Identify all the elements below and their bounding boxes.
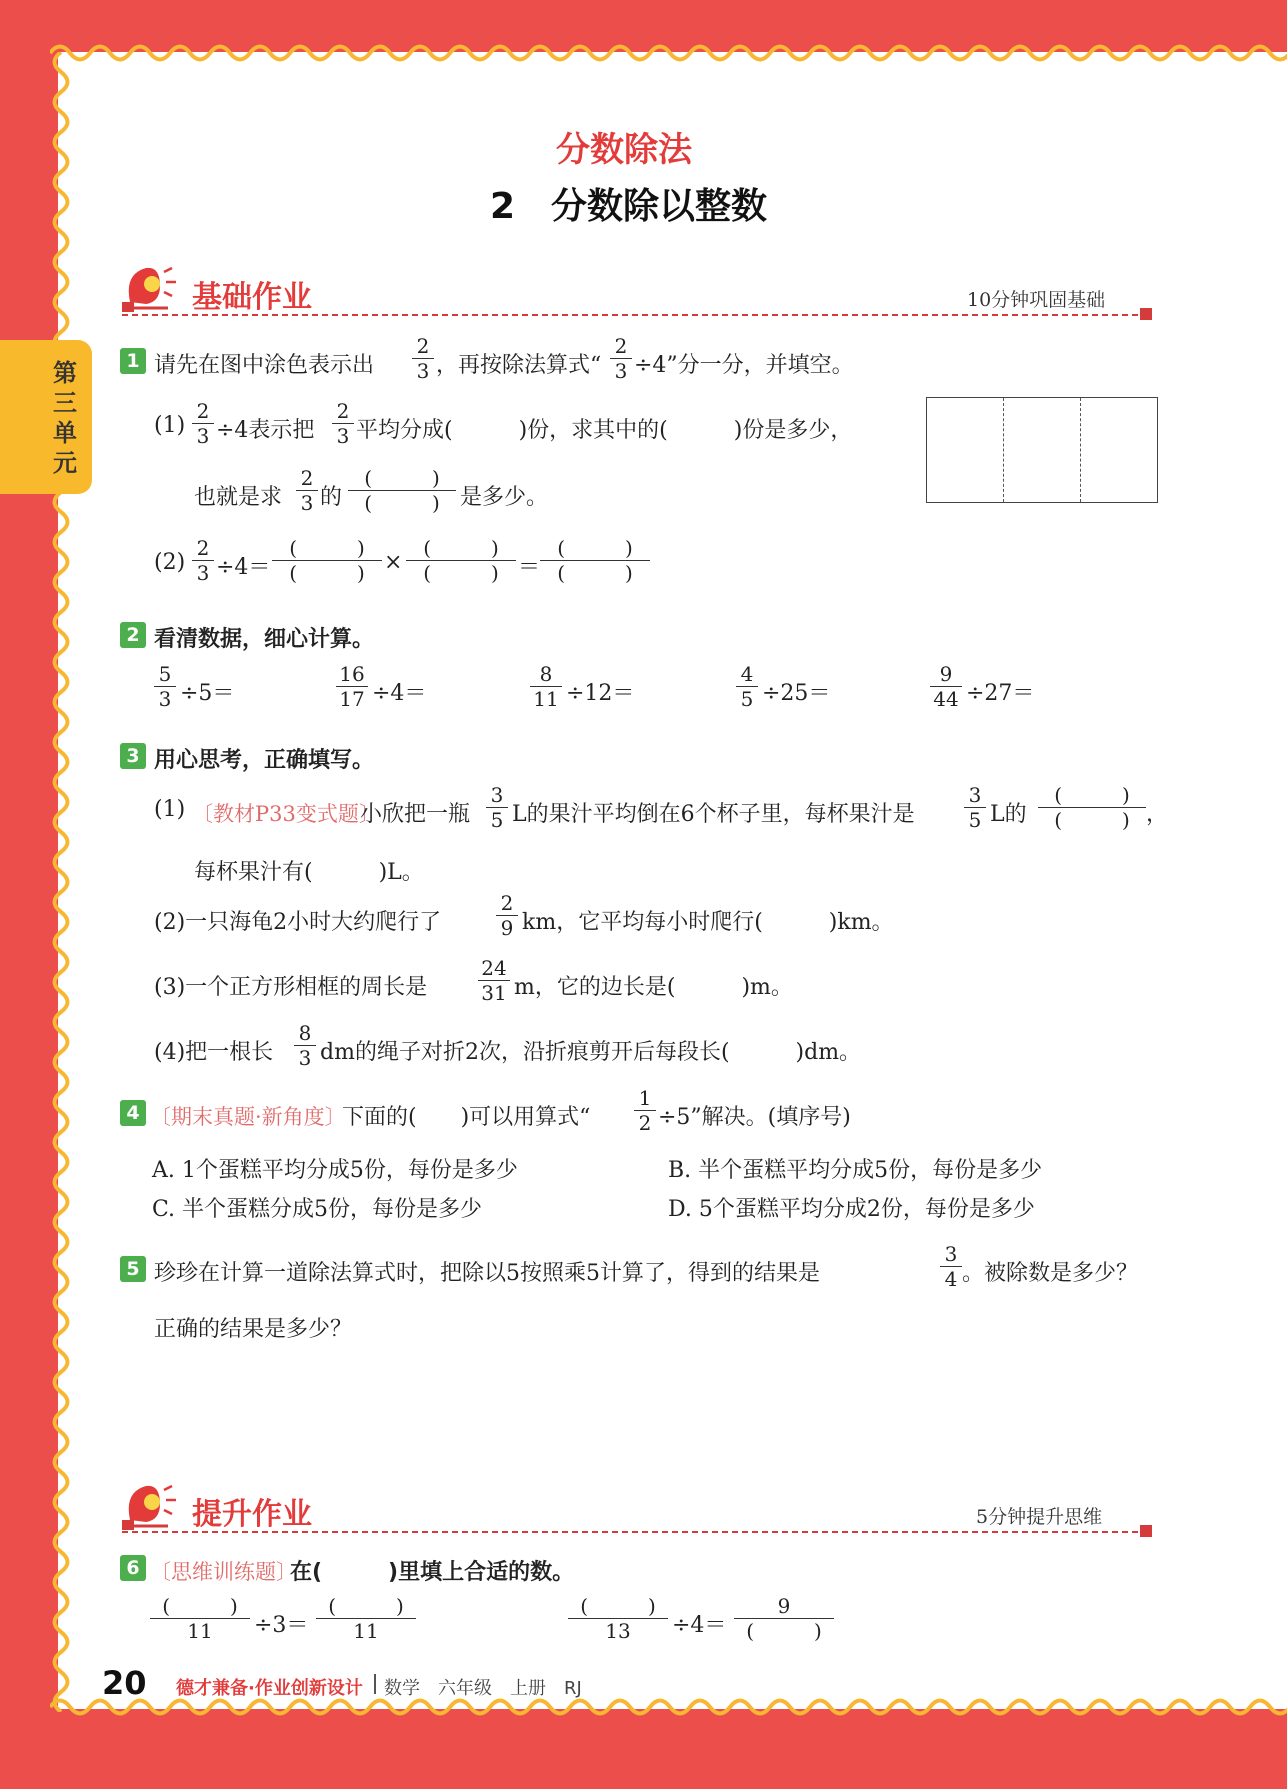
q3-title: 用心思考，正确填写。: [154, 748, 375, 773]
q3-p4-b[interactable]: dm的绳子对折2次，沿折痕剪开后每段长( )dm。: [320, 1040, 862, 1065]
footer-info: 数学 六年级 上册 RJ: [384, 1678, 582, 1699]
advanced-divider: [122, 1531, 1148, 1533]
advanced-section-title: 提升作业: [192, 1497, 312, 1532]
q2-item-5-expr[interactable]: ÷27＝: [966, 681, 1035, 706]
q3-p1-f[interactable]: 每杯果汁有( )L。: [194, 860, 424, 885]
question-number-5: 5: [120, 1256, 146, 1282]
question-number-1: 1: [120, 348, 146, 374]
basic-divider: [122, 314, 1148, 316]
q2-item-5-frac: $\frac{9}{44}$: [930, 662, 962, 711]
q1-p1-frac-3: $\frac{2}{3}$: [296, 466, 318, 515]
q3-p1-b: 小欣把一瓶: [360, 802, 471, 827]
q2-item-2-expr[interactable]: ÷4＝: [372, 681, 427, 706]
q1-p1-c: 平均分成( )份，求其中的( )份是多少，: [356, 418, 853, 443]
q1-p1-e: 的: [320, 485, 343, 510]
q3-p1-e: ，: [1146, 802, 1169, 827]
q2-item-1-frac: $\frac{5}{3}$: [154, 662, 176, 711]
q1-blank-frac-1[interactable]: ( ) ( ): [348, 466, 456, 515]
q4-option-d[interactable]: D. 5个蛋糕平均分成2份，每份是多少: [668, 1197, 1035, 1222]
q2-item-1-expr[interactable]: ÷5＝: [180, 681, 235, 706]
q2-item-2-frac: $\frac{16}{17}$: [336, 662, 368, 711]
q1-p2-a: (2): [154, 550, 186, 575]
q4-text-a: 下面的( )可以用算式“: [342, 1105, 591, 1130]
divider-end-dot-2: [1140, 1525, 1152, 1537]
q3-blank-frac[interactable]: ( ) ( ): [1038, 783, 1146, 832]
q5-frac: $\frac{3}{4}$: [940, 1242, 962, 1291]
q1-blank-frac-4[interactable]: ( ) ( ): [540, 536, 650, 585]
q1-p1-b: ÷4表示把: [216, 418, 315, 443]
q3-p1-frac-2: $\frac{3}{5}$: [964, 783, 986, 832]
q3-p2-a: (2)一只海龟2小时大约爬行了: [154, 910, 442, 935]
q1-frac-1: $\frac{2}{3}$: [412, 334, 434, 383]
q6-tag: 〔思维训练题〕: [150, 1560, 297, 1584]
wavy-border-top: [50, 40, 1287, 66]
q2-item-3-expr[interactable]: ÷12＝: [566, 681, 635, 706]
q1-blank-frac-2[interactable]: ( ) ( ): [272, 536, 382, 585]
footer-separator: [374, 1674, 376, 1694]
lamp-icon: [118, 262, 180, 320]
unit-label: 第三单元: [53, 359, 77, 477]
divider-end-dot: [1140, 308, 1152, 320]
unit-side-tab: [0, 340, 92, 494]
q3-p1-a: (1): [154, 797, 186, 822]
advanced-section-note: 5分钟提升思维: [976, 1506, 1103, 1528]
q5-text-b: 。被除数是多少？: [962, 1261, 1139, 1286]
q3-p1-d: L的: [990, 802, 1027, 827]
q6-e2-left-frac[interactable]: ( ) 13: [568, 1594, 668, 1643]
q1-p1-a: (1): [154, 413, 186, 438]
q1-blank-frac-3[interactable]: ( ) ( ): [406, 536, 516, 585]
q3-p1-frac-1: $\frac{3}{5}$: [486, 783, 508, 832]
lesson-title: 2 分数除以整数: [490, 186, 768, 227]
q6-e2-right-frac[interactable]: 9 ( ): [734, 1594, 834, 1643]
q3-p1-tag: 〔教材P33变式题〕: [192, 802, 380, 826]
wavy-border-left: [48, 52, 74, 1712]
q5-text-c: 正确的结果是多少？: [154, 1317, 353, 1342]
q3-p2-b[interactable]: km，它平均每小时爬行( )km。: [522, 910, 894, 935]
rect-fold-line-2: [1080, 398, 1081, 502]
q2-item-4-expr[interactable]: ÷25＝: [762, 681, 831, 706]
q4-tag: 〔期末真题·新角度〕: [150, 1105, 346, 1129]
q2-title: 看清数据，细心计算。: [154, 627, 375, 652]
q1-text-a: 请先在图中涂色表示出: [154, 353, 375, 378]
q2-item-4-frac: $\frac{4}{5}$: [736, 662, 758, 711]
question-number-3: 3: [120, 743, 146, 769]
q3-p4-frac: $\frac{8}{3}$: [294, 1021, 316, 1070]
q6-text: 在( )里填上合适的数。: [290, 1560, 575, 1585]
q4-text-b: ÷5”解决。(填序号): [658, 1105, 851, 1130]
q1-p1-frac-2: $\frac{2}{3}$: [332, 399, 354, 448]
question-number-6: 6: [120, 1555, 146, 1581]
q2-item-3-frac: $\frac{8}{11}$: [530, 662, 562, 711]
q3-p3-frac: $\frac{24}{31}$: [478, 956, 510, 1005]
question-number-4: 4: [120, 1100, 146, 1126]
q1-p2-b: ÷4＝: [216, 555, 271, 580]
page-number: 20: [102, 1664, 147, 1702]
basic-section-note: 10分钟巩固基础: [967, 289, 1106, 311]
q1-text-b: ，再按除法算式“: [436, 353, 602, 378]
q1-p2-frac: $\frac{2}{3}$: [192, 536, 214, 585]
q1-frac-2: $\frac{2}{3}$: [610, 334, 632, 383]
chapter-title: 分数除法: [556, 130, 692, 170]
q1-times-sign: ×: [384, 550, 403, 575]
rect-fold-line-1: [1003, 398, 1004, 502]
q6-e2-mid: ÷4＝: [672, 1613, 727, 1638]
q1-shading-rectangle[interactable]: [926, 397, 1158, 503]
footer-series: 德才兼备·作业创新设计: [176, 1678, 363, 1699]
q6-e1-left-frac[interactable]: ( ) 11: [150, 1594, 250, 1643]
q5-answer-area[interactable]: [154, 1352, 1144, 1472]
q3-p2-frac: $\frac{2}{9}$: [496, 891, 518, 940]
question-number-2: 2: [120, 622, 146, 648]
q6-e1-right-frac[interactable]: ( ) 11: [316, 1594, 416, 1643]
q1-p1-frac-1: $\frac{2}{3}$: [192, 399, 214, 448]
q1-text-c: ÷4”分一分，并填空。: [634, 353, 854, 378]
q3-p4-a: (4)把一根长: [154, 1040, 274, 1065]
q4-option-b[interactable]: B. 半个蛋糕平均分成5份，每份是多少: [668, 1158, 1043, 1183]
q4-frac: $\frac{1}{2}$: [634, 1086, 656, 1135]
q6-e1-mid: ÷3＝: [254, 1613, 309, 1638]
lamp-icon-2: [118, 1480, 180, 1538]
q1-p1-d: 也就是求: [194, 485, 283, 510]
q3-p3-a: (3)一个正方形相框的周长是: [154, 975, 428, 1000]
q3-p3-b[interactable]: m，它的边长是( )m。: [514, 975, 793, 1000]
q1-p1-f: 是多少。: [460, 485, 549, 510]
q1-equals-sign: ＝: [518, 555, 541, 580]
q5-text-a: 珍珍在计算一道除法算式时，把除以5按照乘5计算了，得到的结果是: [154, 1261, 820, 1286]
q4-option-a[interactable]: A. 1个蛋糕平均分成5份，每份是多少: [152, 1158, 518, 1183]
q3-p1-c: L的果汁平均倒在6个杯子里，每杯果汁是: [512, 802, 915, 827]
q4-option-c[interactable]: C. 半个蛋糕分成5份，每份是多少: [152, 1197, 483, 1222]
basic-section-title: 基础作业: [192, 280, 312, 315]
